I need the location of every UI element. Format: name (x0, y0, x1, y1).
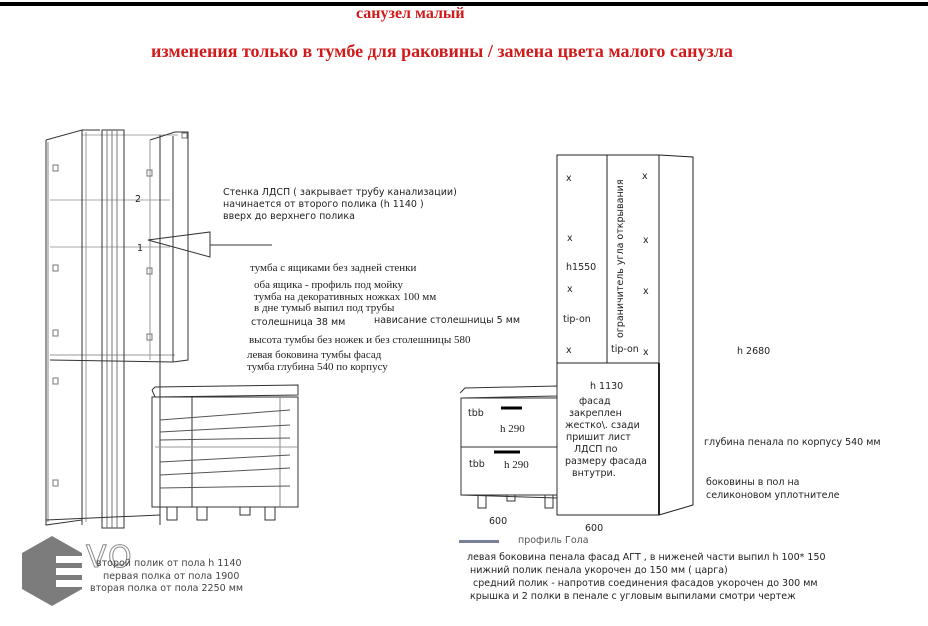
bottom-note-4: крышка и 2 полки в пенале с угловым выпилами смотри чертеж (470, 591, 796, 602)
shelf-height-3: вторая полка от пола 2250 мм (90, 583, 244, 594)
note-depth: тумба глубина 540 по корпусу (247, 361, 388, 373)
tip-on-right: tip-on (611, 344, 639, 355)
note-cutout: в дне тумыб выпил под трубы (254, 302, 395, 314)
depth-note: глубина пенала по корпусу 540 мм (704, 437, 881, 448)
wall-note-line-3: вверх до верхнего полика (223, 211, 355, 222)
wall-note-line-2: начинается от второго полика (h 1140 ) (223, 199, 424, 210)
wall-note-line-1: Стенка ЛДСП ( закрывает трубу канализации) (223, 187, 457, 198)
opening-limiter-label: ограничитель угла открывания (615, 179, 626, 338)
lower-note-line: размеру фасада (565, 456, 647, 467)
shelf-label-2: 2 (135, 194, 142, 205)
shelf-height-1: второй полик от пола h 1140 (96, 558, 242, 569)
lower-height: h 1130 (590, 381, 624, 392)
note-no-back: тумба с ящиками без задней стенки (250, 262, 417, 274)
lower-note-line: закреплен (569, 408, 622, 419)
shelf-label-1: 1 (137, 243, 144, 254)
tall-width: 600 (585, 523, 604, 534)
drawer-label-top: tbb (468, 408, 484, 419)
sides-note-line-2: селиконовом уплотнителе (706, 490, 840, 501)
note-left-side: левая боковина тумбы фасад (247, 349, 382, 361)
total-height: h 2680 (737, 346, 771, 357)
drawer-height-bottom: h 290 (504, 459, 529, 471)
sink-cabinet-left (152, 385, 298, 520)
bottom-note-2: нижний полик пенала укорочен до 150 мм ( царга) (470, 565, 728, 576)
mark-x: x (566, 345, 572, 356)
note-countertop: столешница 38 мм (251, 317, 346, 328)
tall-cabinet-left (46, 130, 188, 528)
arrow-left-icon (148, 232, 272, 257)
gola-profile-legend-label: профиль Гола (518, 535, 589, 546)
note-legs: тумба на декоративных ножках 100 мм (254, 291, 437, 303)
upper-height: h1550 (566, 262, 597, 273)
shelf-height-2: первая полка от пола 1900 (103, 571, 240, 582)
drawer-label-bottom: tbb (469, 459, 485, 470)
evo-logo-icon (20, 536, 84, 606)
watermark-text: VO (86, 540, 134, 575)
mark-x: x (643, 286, 649, 297)
mark-x: x (643, 347, 649, 358)
page-subtitle: изменения только в тумбе для раковины / замена цвета малого санузла (151, 41, 733, 61)
mark-x: x (567, 284, 573, 295)
lower-note-line: ЛДСП по (574, 444, 618, 455)
mark-x: x (566, 173, 572, 184)
drawer-height-top: h 290 (500, 423, 525, 435)
tip-on-left: tip-on (563, 314, 591, 325)
note-height: высота тумбы без ножек и без столешницы 580 (249, 334, 471, 346)
mark-x: x (567, 233, 573, 244)
note-overhang: нависание столешницы 5 мм (374, 315, 521, 326)
note-drawers-profile: оба ящика - профиль под мойку (254, 279, 403, 291)
lower-note-line: жестко\. сзади (565, 420, 640, 431)
lower-note-line: фасад (579, 396, 611, 407)
page-title: санузел малый (356, 5, 465, 22)
mark-x: x (642, 171, 648, 182)
lower-note-line: пришит лист (566, 432, 631, 443)
sink-cabinet-right (460, 386, 557, 508)
mark-x: x (643, 235, 649, 246)
gola-profile-legend-swatch (459, 540, 499, 543)
sides-note-line-1: боковины в пол на (706, 477, 800, 488)
lower-note-line: внтутри. (572, 468, 616, 479)
bottom-note-1: левая боковина пенала фасад АГТ , в ниженей части выпил h 100* 150 (467, 552, 826, 563)
cabinet-width: 600 (489, 516, 508, 527)
bottom-note-3: средний полик - напротив соединения фасадов укорочен до 300 мм (470, 578, 818, 589)
